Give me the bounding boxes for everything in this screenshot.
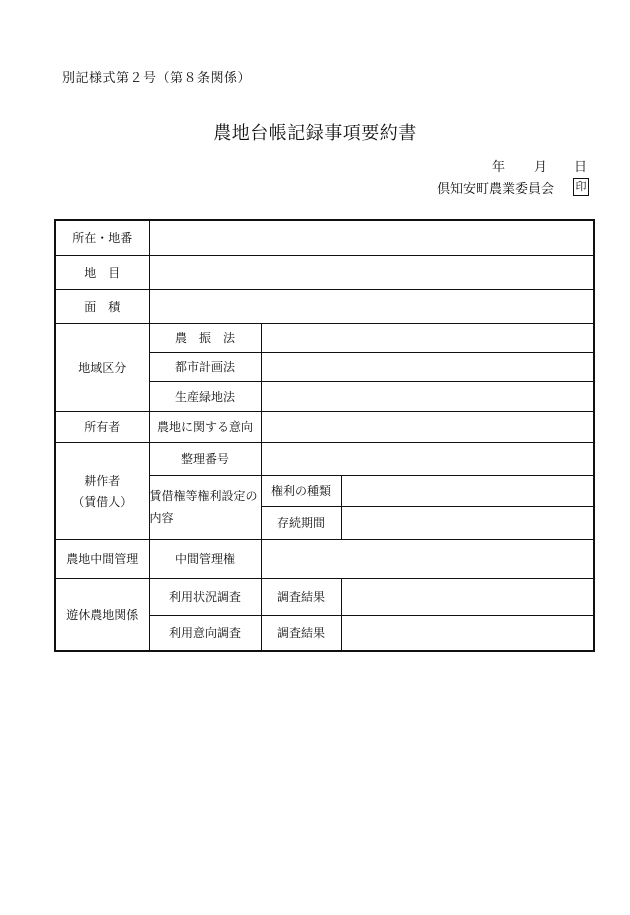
area-value-cell <box>149 289 594 323</box>
zoning-item-agri-promotion: 農 振 法 <box>149 323 261 352</box>
zoning-label: 地域区分 <box>55 323 149 411</box>
zoning-value-cell <box>261 323 594 352</box>
survey-result-value-cell <box>341 615 594 651</box>
table-row <box>55 323 594 352</box>
area-label: 面 積 <box>55 289 149 323</box>
issuer-name: 倶知安町農業委員会 <box>437 182 555 197</box>
tenant-label <box>55 442 149 539</box>
land-category-value-cell <box>149 255 594 289</box>
intent-survey-label: 利用意向調査 <box>149 615 261 651</box>
date-month-label: 月 <box>534 160 548 175</box>
rights-type-value-cell <box>341 475 594 506</box>
rights-type-label: 権利の種類 <box>261 475 341 506</box>
table-row <box>55 442 594 475</box>
owner-intent-label: 農地に関する意向 <box>149 411 261 442</box>
idle-land-label: 遊休農地関係 <box>55 578 149 651</box>
record-summary-table <box>54 219 595 652</box>
survey-result-value-cell <box>341 578 594 615</box>
ref-number-label: 整理番号 <box>149 442 261 475</box>
intermediary-label: 農地中間管理 <box>55 539 149 578</box>
land-category-label: 地 目 <box>55 255 149 289</box>
seal-mark: 印 <box>573 178 589 196</box>
table-row <box>55 411 594 442</box>
date-day-label: 日 <box>574 160 588 175</box>
table-row <box>55 255 594 289</box>
survey-result-label: 調査結果 <box>261 578 341 615</box>
ref-number-value-cell <box>261 442 594 475</box>
table-row <box>55 578 594 615</box>
document-title: 農地台帳記録事項要約書 <box>213 123 417 144</box>
table-row <box>55 220 594 255</box>
tenant-label-line1: 耕作者 <box>84 473 121 488</box>
location-label: 所在・地番 <box>55 220 149 255</box>
table-row <box>55 289 594 323</box>
date-year-label: 年 <box>492 160 506 175</box>
duration-value-cell <box>341 506 594 539</box>
location-value-cell <box>149 220 594 255</box>
usage-survey-label: 利用状況調査 <box>149 578 261 615</box>
table-row <box>55 539 594 578</box>
zoning-value-cell <box>261 352 594 381</box>
zoning-value-cell <box>261 381 594 411</box>
owner-intent-value-cell <box>261 411 594 442</box>
rights-content-label: 賃借権等権利設定の内容 <box>149 475 261 539</box>
zoning-item-productive-green: 生産緑地法 <box>149 381 261 411</box>
form-number-note: 別記様式第２号（第８条関係） <box>62 71 252 86</box>
intermediary-value-cell <box>261 539 594 578</box>
intermediary-right-label: 中間管理権 <box>149 539 261 578</box>
zoning-item-city-planning: 都市計画法 <box>149 352 261 381</box>
survey-result-label: 調査結果 <box>261 615 341 651</box>
tenant-label-line2: （賃借人） <box>72 494 133 509</box>
duration-label: 存続期間 <box>261 506 341 539</box>
owner-label: 所有者 <box>55 411 149 442</box>
